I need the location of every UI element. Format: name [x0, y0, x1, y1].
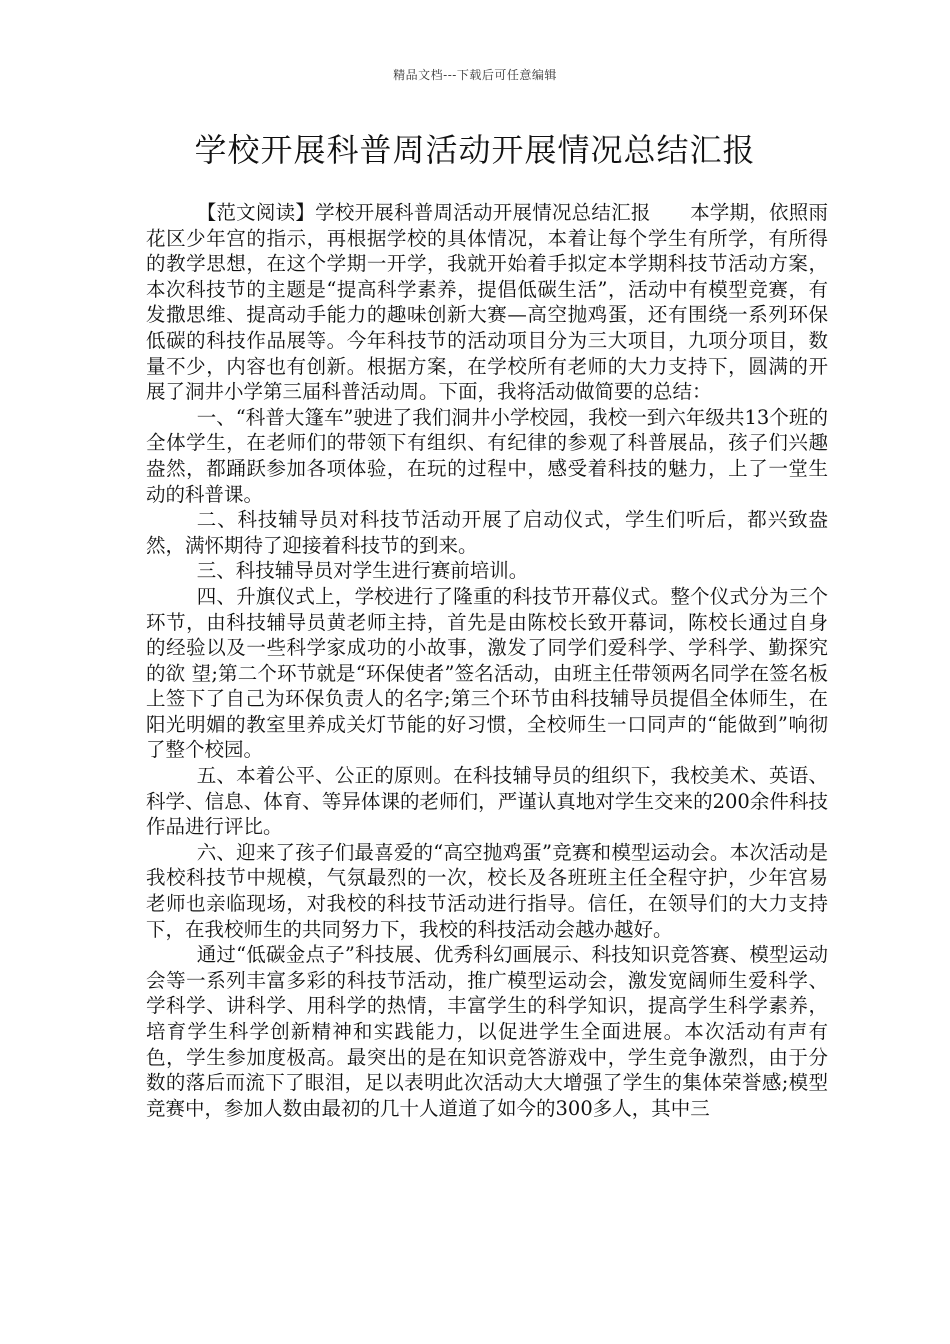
paragraph-conclusion: 通过“低碳金点子”科技展、优秀科幻画展示、科技知识竞答赛、模型运动会等一系列丰富多彩的科技节活动，推广模型运动会，激发宽阔师生爱科学、学科学、讲科学、用科学的热情，丰富学生的科学知识，提高学生科学素养，培育学生科学创新精神和实践能力，以促进学生全面进展。本次活动有声有色，学生参加度极高。最突出的是在知识竞答游戏中，学生竞争激烈，由于分数的落后而流下了眼泪，足以表明此次活动大大增强了学生的集体荣誉感;模型竞赛中，参加人数由最初的几十人道道了如今的300多人，其中三: [146, 943, 828, 1120]
paragraph-item-3: 三、科技辅导员对学生进行赛前培训。: [196, 559, 529, 583]
paragraph-item-1: 一、“科普大篷车”驶进了我们洞井小学校园，我校一到六年级共13个班的全体学生，在老师们的带领下有组织、有纪律的参观了科普展品，孩子们兴趣盎然，都踊跃参加各项体验，在玩的过程中，感受着科技的魅力，上了一堂生动的科普课。: [146, 405, 828, 506]
paragraph-item-6: 六、迎来了孩子们最喜爱的“高空抛鸡蛋”竞赛和模型运动会。本次活动是我校科技节中规模，气氛最烈的一次，校长及各班班主任全程守护，少年宫易老师也亲临现场，对我校的科技节活动进行指导。信任，在领导们的大力支持下，在我校师生的共同努力下，我校的科技活动会越办越好。: [146, 840, 828, 941]
paragraph-item-5: 五、本着公平、公正的原则。在科技辅导员的组织下，我校美术、英语、科学、信息、体育、等异体课的老师们，严谨认真地对学生交来的200余件科技作品进行评比。: [146, 764, 828, 839]
paragraph-intro: 【范文阅读】学校开展科普周活动开展情况总结汇报 本学期，依照雨花区少年宫的指示，再根据学校的具体情况，本着让每个学生有所学，有所得的教学思想，在这个学期一开学，我就开始着手拟定本学期科技节活动方案，本次科技节的主题是“提高科学素养，提倡低碳生活”，活动中有模型竞赛，有发撒思维、提高动手能力的趣味创新大赛—高空抛鸡蛋，还有围绕一系列环保低碳的科技作品展等。今年科技节的活动项目分为三大项目，九项分项目，数量不少，内容也有创新。根据方案，在学校所有老师的大力支持下，圆满的开展了洞井小学第三届科普活动周。下面，我将活动做简要的总结：: [146, 201, 828, 404]
page-header-caption: 精品文档---下载后可任意编辑: [393, 68, 557, 82]
document-body: [146, 200, 828, 1121]
paragraph-item-4: 四、升旗仪式上，学校进行了隆重的科技节开幕仪式。整个仪式分为三个环节，由科技辅导员黄老师主持，首先是由陈校长致开幕词，陈校长通过自身的经验以及一些科学家成功的小故事，激发了同学们爱科学、学科学、勤探究的欲 望;第二个环节就是“环保使者”签名活动，由班主任带领两名同学在签名板上签下了自己为环保负责人的名字;第三个环节由科技辅导员提倡全体师生，在阳光明媚的教室里养成关灯节能的好习惯，全校师生一口同声的“能做到”响彻了整个校园。: [146, 584, 828, 762]
document-title: 学校开展科普周活动开展情况总结汇报: [194, 131, 756, 169]
paragraph-item-2: 二、科技辅导员对科技节活动开展了启动仪式，学生们听后，都兴致盎然，满怀期待了迎接着科技节的到来。: [146, 508, 828, 557]
